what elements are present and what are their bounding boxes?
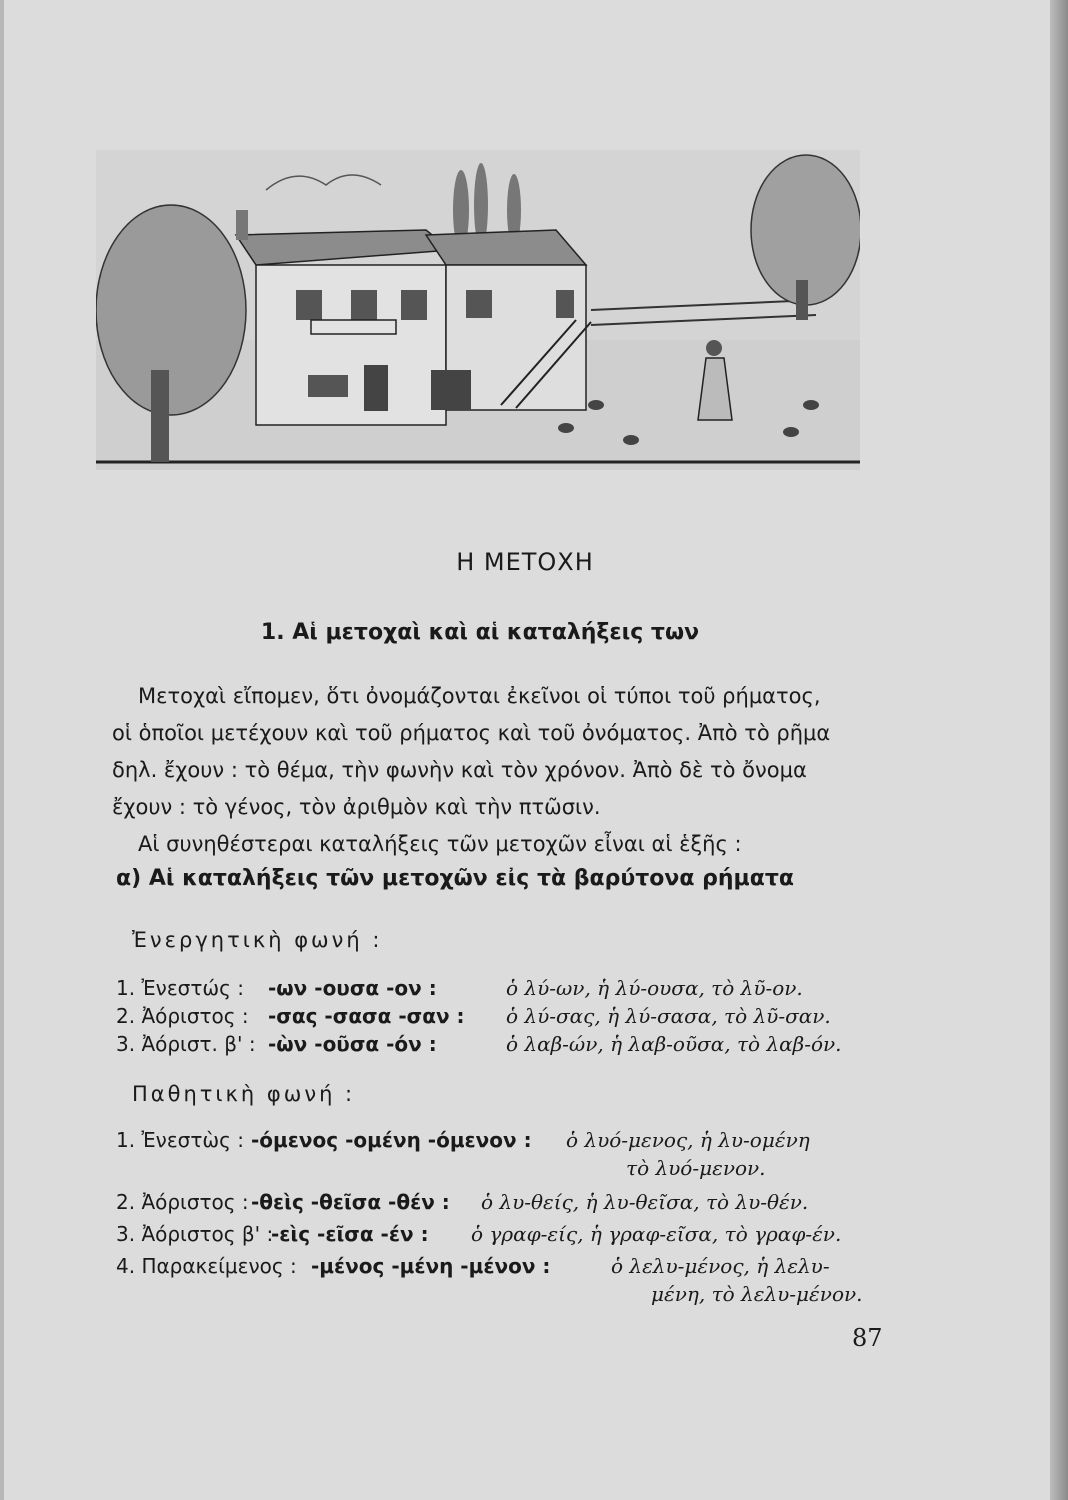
- page-number: 87: [852, 1324, 883, 1352]
- example: ὁ λελυ-μένος, ἡ λελυ-: [611, 1254, 830, 1278]
- ending-set: -εὶς -εῖσα -έν :: [271, 1222, 429, 1246]
- example: ὁ λυό-μενος, ἡ λυ-ομένη: [566, 1128, 810, 1152]
- paragraph-line: Μετοχαὶ εἴπομεν, ὅτι ὀνομάζονται ἐκεῖνοι οἱ τύποι τοῦ ρήματος,: [138, 684, 821, 708]
- paragraph-line: δηλ. ἔχουν : τὸ θέμα, τὴν φωνὴν καὶ τὸν χρόνον. Ἀπὸ δὲ τὸ ὄνομα: [112, 758, 807, 782]
- ending-set: -θεὶς -θεῖσα -θέν :: [251, 1190, 450, 1214]
- ending-set: -μένος -μένη -μένον :: [311, 1254, 551, 1278]
- page-right-edge: [1050, 0, 1068, 1500]
- intro-paragraph: [112, 678, 890, 863]
- farmhouse-illustration: [96, 150, 860, 470]
- example: ὁ λυ-θείς, ἡ λυ-θεῖσα, τὸ λυ-θέν.: [481, 1190, 809, 1214]
- ending-set: -ὼν -οῦσα -όν :: [268, 1032, 437, 1056]
- paragraph-line: ἔχουν : τὸ γένος, τὸν ἀριθμὸν καὶ τὴν πτῶσιν.: [112, 795, 601, 819]
- active-voice-heading: Ἐνεργητικὴ φωνή :: [132, 928, 383, 952]
- tense-label: 4. Παρακείμενος :: [116, 1254, 297, 1278]
- section-heading: α) Αἱ καταλήξεις τῶν μετοχῶν εἰς τὰ βαρύτονα ρήματα: [116, 866, 795, 891]
- example-continuation: μένη, τὸ λελυ-μένον.: [651, 1282, 863, 1306]
- example-continuation: τὸ λυό-μενον.: [626, 1156, 766, 1180]
- page-left-edge: [0, 0, 4, 1500]
- passive-voice-heading: Παθητικὴ φωνή :: [132, 1082, 356, 1106]
- tense-label: 3. Ἀόριστ. β' :: [116, 1032, 256, 1056]
- tense-label: 2. Ἀόριστος :: [116, 1004, 249, 1028]
- example: ὁ γραφ-είς, ἡ γραφ-εῖσα, τὸ γραφ-έν.: [471, 1222, 842, 1246]
- ending-set: -σας -σασα -σαν :: [268, 1004, 465, 1028]
- tense-label: 1. Ἐνεστώς :: [116, 976, 244, 1000]
- example: ὁ λύ-ων, ἡ λύ-ουσα, τὸ λῦ-ον.: [506, 976, 803, 1000]
- page-title: Η ΜΕΤΟΧΗ: [456, 548, 594, 576]
- ending-set: -ων -ουσα -ον :: [268, 976, 437, 1000]
- paragraph-intro-line: Αἱ συνηθέστεραι καταλήξεις τῶν μετοχῶν εἶναι αἱ ἑξῆς :: [138, 832, 742, 856]
- example: ὁ λύ-σας, ἡ λύ-σασα, τὸ λῦ-σαν.: [506, 1004, 831, 1028]
- section-subtitle: 1. Αἱ μετοχαὶ καὶ αἱ καταλήξεις των: [260, 620, 700, 645]
- example: ὁ λαβ-ών, ἡ λαβ-οῦσα, τὸ λαβ-όν.: [506, 1032, 842, 1056]
- tense-label: 3. Ἀόριστος β' :: [116, 1222, 274, 1246]
- tense-label: 2. Ἀόριστος :: [116, 1190, 249, 1214]
- tense-label: 1. Ἐνεστὼς :: [116, 1128, 244, 1152]
- paragraph-line: οἱ ὁποῖοι μετέχουν καὶ τοῦ ρήματος καὶ τοῦ ὀνόματος. Ἀπὸ τὸ ρῆμα: [112, 721, 831, 745]
- ending-set: -όμενος -ομένη -όμενον :: [251, 1128, 532, 1152]
